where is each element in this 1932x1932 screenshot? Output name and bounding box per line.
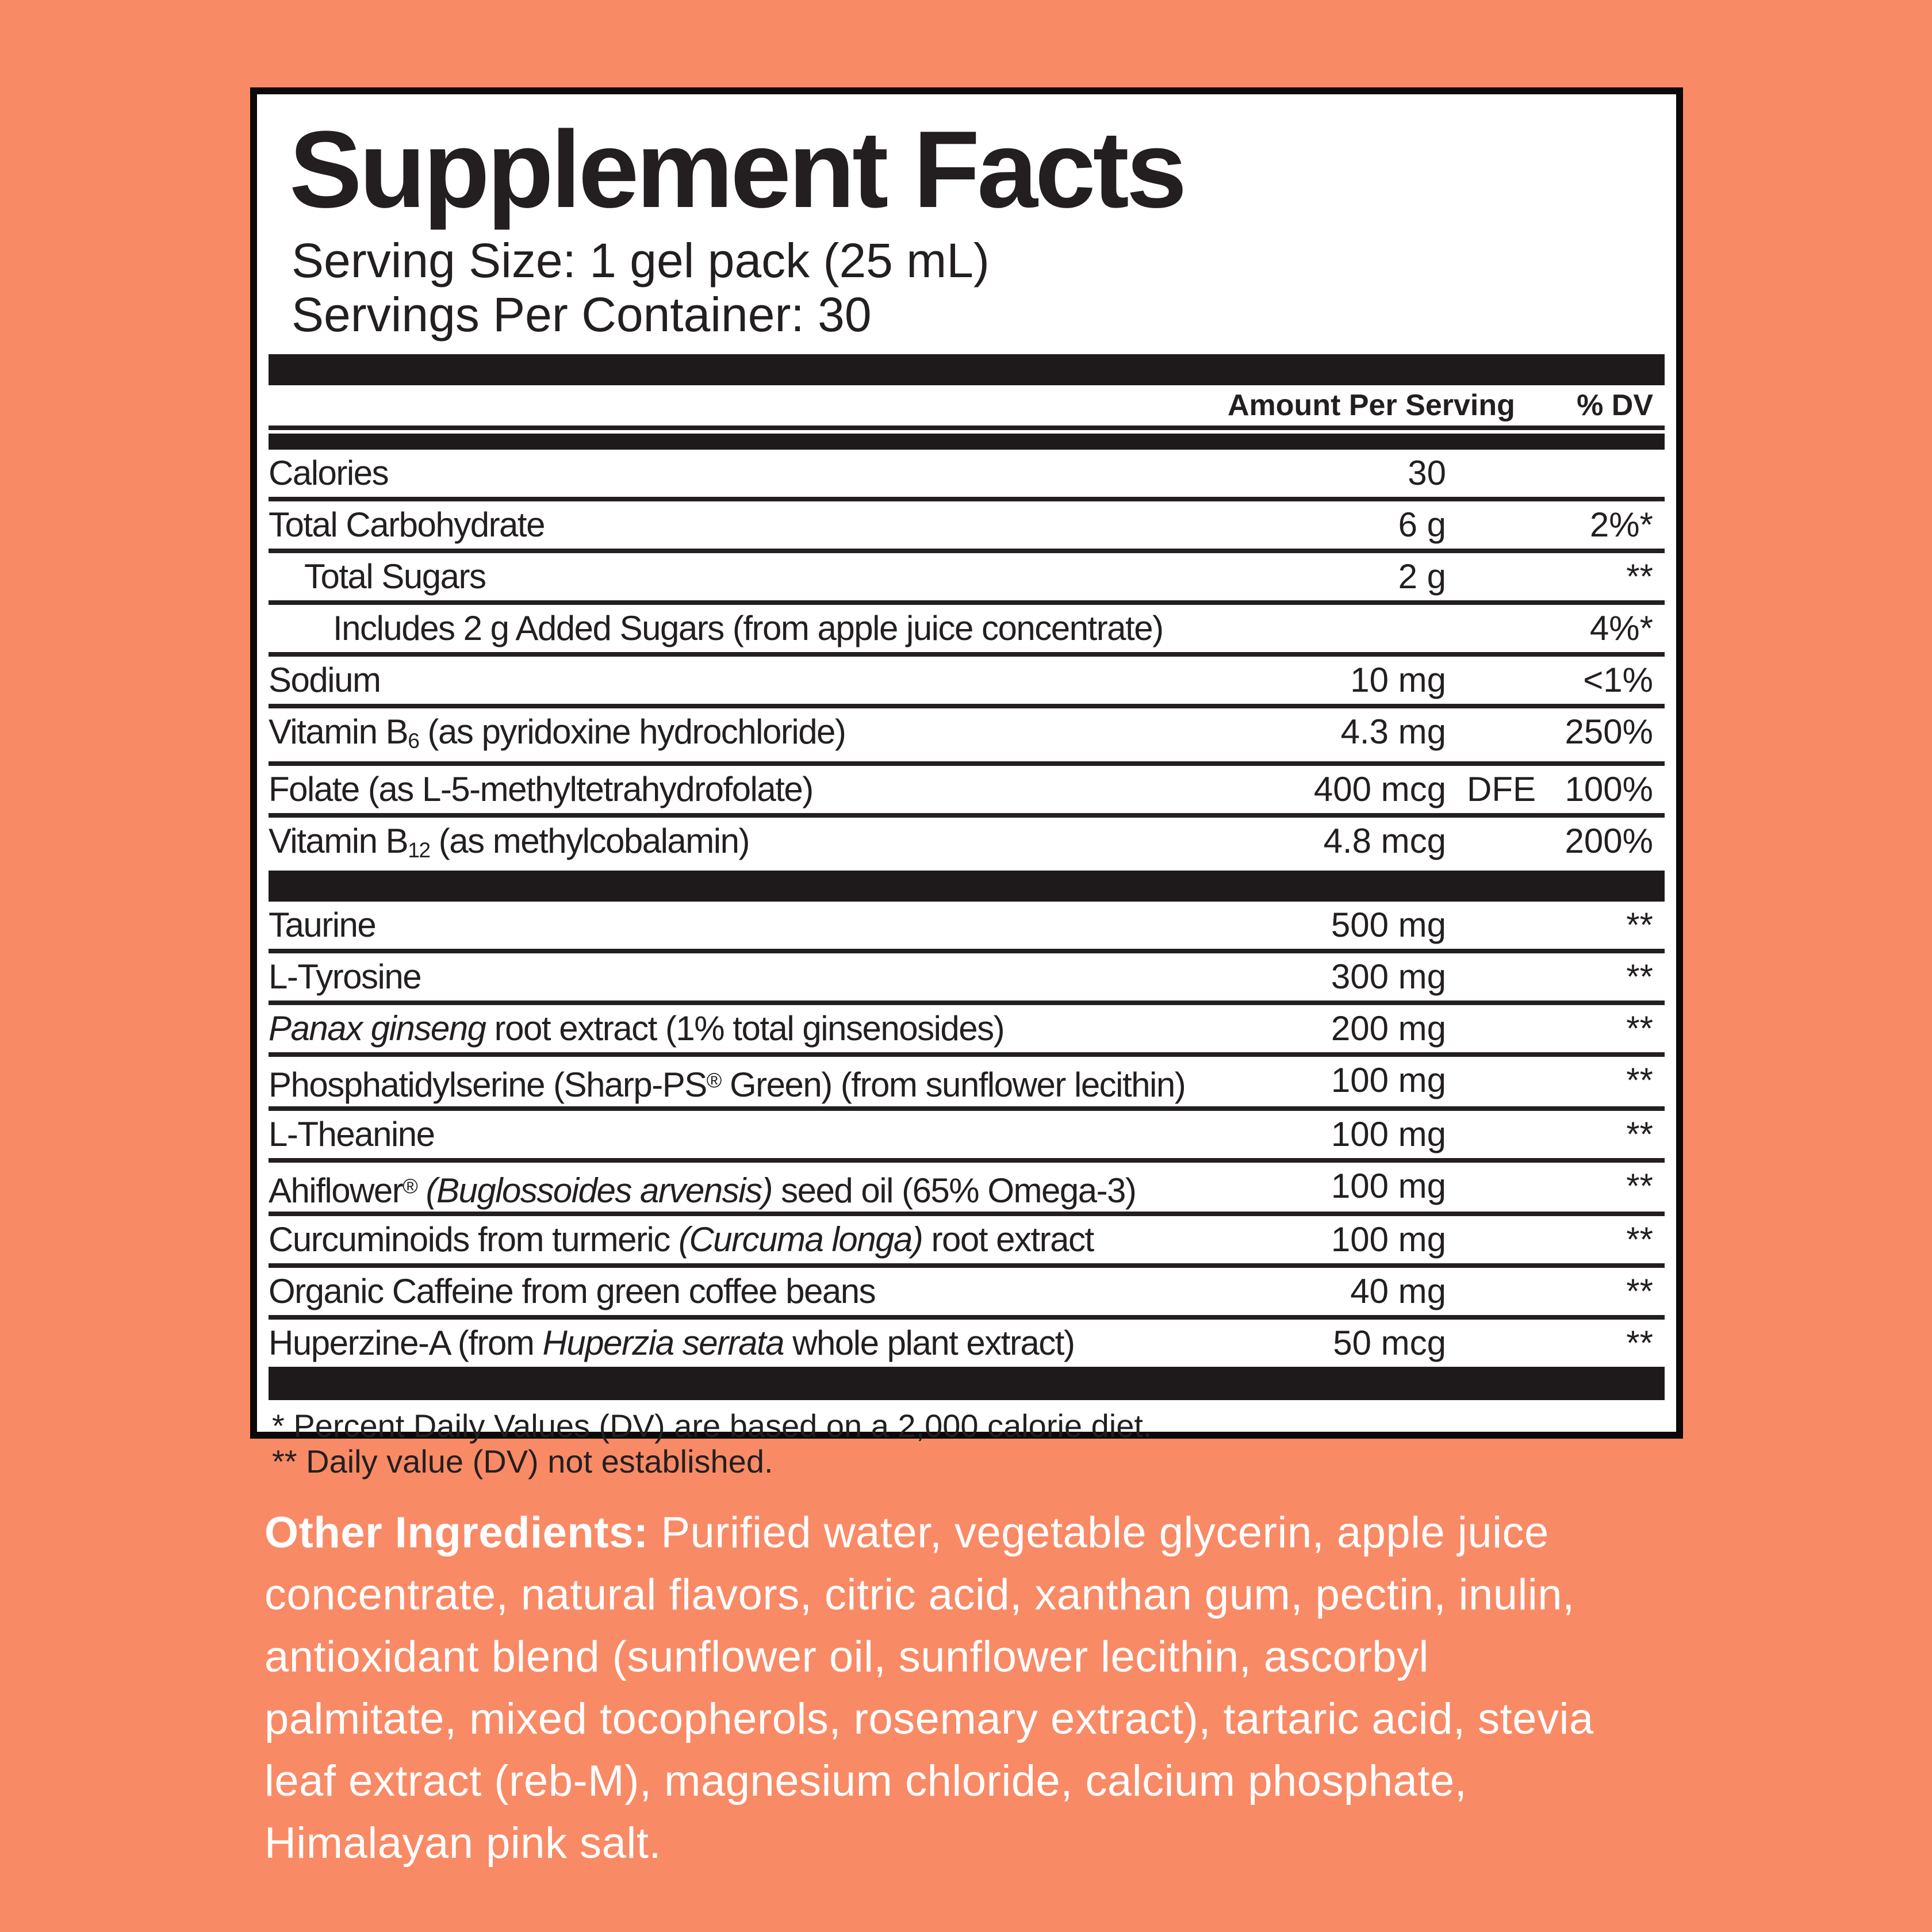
botanical-label: Organic Caffeine from green coffee beans — [269, 1271, 876, 1310]
nutrient-amount-unit-suffix — [1446, 453, 1521, 497]
nutrient-label: Calories — [269, 454, 389, 492]
botanical-amount: 100 mg — [1331, 1220, 1446, 1259]
botanical-row — [269, 1163, 1665, 1216]
nutrient-amount-unit-suffix — [1446, 504, 1521, 549]
nutrient-amount: 10 mg — [1350, 661, 1446, 699]
nutrient-row — [269, 708, 1665, 766]
botanical-label: L-Theanine — [269, 1114, 435, 1153]
botanical-amount: 50 mcg — [1333, 1323, 1446, 1362]
botanical-label: Taurine — [269, 906, 376, 945]
section-divider-bar-header — [269, 434, 1665, 450]
botanical-amount: 300 mg — [1331, 957, 1446, 996]
nutrient-rows — [269, 450, 1665, 871]
nutrient-amount-unit-suffix — [1446, 608, 1521, 652]
nutrient-label: Folate (as L-5-methyltetrahydrofolate) — [269, 770, 813, 809]
botanical-dv: ** — [1626, 1271, 1653, 1310]
supplement-facts-panel — [250, 87, 1683, 1479]
botanical-label: Ahiflower® (Buglossoides arvensis) seed oil (65% Omega-3) — [269, 1171, 1136, 1210]
botanical-dv: ** — [1626, 1323, 1653, 1362]
nutrient-row — [269, 450, 1665, 501]
botanical-amount-unit-suffix — [1446, 1219, 1521, 1263]
nutrient-label: Sodium — [269, 661, 381, 699]
serving-size: Serving Size: 1 gel pack (25 mL) — [292, 233, 990, 288]
section-divider-bar-top — [269, 354, 1665, 385]
nutrient-label: Total Carbohydrate — [269, 505, 545, 544]
nutrient-amount: 400 mcg — [1313, 770, 1446, 809]
botanical-label: Huperzine-A (from Huperzia serrata whole plant extract) — [269, 1323, 1075, 1362]
nutrient-amount: 6 g — [1398, 505, 1446, 544]
other-ingredients-text: Purified water, vegetable glycerin, apple juice concentrate, natural flavors, citric acid, xanthan gum, pectin, inulin, antioxidant blend (sunflower oil, sunflower lecithin, ascorbyl palmitate, mixed tocopherols, rosemary extract), tartaric acid, stevia leaf extract (reb-M), magnesium chloride, calcium phosphate, Himalayan pink salt. — [264, 1508, 1594, 1868]
botanical-row — [269, 1057, 1665, 1110]
nutrient-amount: 2 g — [1398, 557, 1446, 596]
other-ingredients-paragraph — [264, 1502, 1621, 1874]
botanical-row — [269, 1268, 1665, 1320]
nutrient-amount-unit-suffix — [1446, 821, 1521, 871]
footnotes — [272, 1408, 1665, 1479]
botanical-dv: ** — [1626, 1166, 1653, 1205]
botanical-row — [269, 902, 1665, 953]
nutrient-dv — [1521, 453, 1665, 497]
botanical-amount: 100 mg — [1331, 1061, 1446, 1100]
nutrient-amount: 4.3 mg — [1340, 712, 1446, 751]
botanical-label: Panax ginseng root extract (1% total ginsenosides) — [269, 1009, 1005, 1048]
nutrient-amount-unit-suffix — [1446, 660, 1521, 704]
botanical-row — [269, 953, 1665, 1005]
botanical-amount: 40 mg — [1350, 1271, 1446, 1310]
nutrient-amount: 30 — [1408, 454, 1446, 492]
botanical-row — [269, 1320, 1665, 1367]
botanical-dv: ** — [1626, 957, 1653, 996]
servings-per-container: Servings Per Container: 30 — [292, 288, 872, 342]
other-ingredients-heading: Other Ingredients: — [264, 1508, 649, 1557]
botanical-amount: 500 mg — [1331, 906, 1446, 945]
botanical-dv: ** — [1626, 1061, 1653, 1100]
nutrient-amount: 4.8 mcg — [1323, 822, 1446, 861]
nutrient-row — [269, 766, 1665, 818]
section-divider-bar-bottom — [269, 1367, 1665, 1400]
nutrient-row — [269, 553, 1665, 605]
panel-inner — [269, 109, 1665, 1479]
nutrient-dv: 100% — [1565, 770, 1653, 809]
botanical-label: Curcuminoids from turmeric (Curcuma longa) root extract — [269, 1220, 1094, 1259]
botanical-amount-unit-suffix — [1446, 1271, 1521, 1315]
nutrient-amount-unit-suffix — [1446, 556, 1521, 600]
botanical-rows — [269, 902, 1665, 1366]
nutrient-amount-unit-suffix: DFE — [1467, 770, 1536, 809]
botanical-label: Phosphatidylserine (Sharp-PS® Green) (from sunflower lecithin) — [269, 1065, 1186, 1105]
section-divider-bar-middle — [269, 871, 1665, 902]
botanical-amount-unit-suffix — [1446, 1322, 1521, 1367]
footnote-not-established: ** Daily value (DV) not established. — [272, 1443, 773, 1479]
nutrient-dv: <1% — [1583, 661, 1653, 699]
botanical-row — [269, 1005, 1665, 1057]
botanical-amount-unit-suffix — [1446, 904, 1521, 949]
table-header-row — [269, 385, 1665, 430]
botanical-row — [269, 1111, 1665, 1163]
nutrient-label: Total Sugars — [304, 557, 486, 596]
nutrient-label: Includes 2 g Added Sugars (from apple juice concentrate) — [333, 609, 1163, 647]
nutrient-label: Vitamin $B_{12}$ (as methylcobalamin) — [269, 822, 749, 862]
botanical-dv: ** — [1626, 1009, 1653, 1048]
serving-info — [292, 233, 1665, 342]
nutrient-amount — [1228, 608, 1446, 652]
nutrient-dv: 2%* — [1589, 505, 1653, 544]
percent-dv-header: % DV — [1577, 389, 1653, 422]
botanical-amount-unit-suffix — [1446, 956, 1521, 1000]
botanical-dv: ** — [1626, 1220, 1653, 1259]
botanical-amount: 200 mg — [1331, 1009, 1446, 1048]
botanical-amount-unit-suffix — [1446, 1060, 1521, 1106]
botanical-row — [269, 1216, 1665, 1268]
nutrient-dv: 200% — [1565, 822, 1653, 861]
nutrient-row — [269, 657, 1665, 708]
nutrient-amount-unit-suffix — [1446, 711, 1521, 761]
nutrient-row — [269, 605, 1665, 657]
botanical-amount-unit-suffix — [1446, 1114, 1521, 1158]
amount-per-serving-header: Amount Per Serving — [1228, 389, 1515, 422]
botanical-amount: 100 mg — [1331, 1166, 1446, 1205]
botanical-amount-unit-suffix — [1446, 1008, 1521, 1052]
botanical-dv: ** — [1626, 1114, 1653, 1153]
botanical-dv: ** — [1626, 906, 1653, 945]
botanical-amount-unit-suffix — [1446, 1166, 1521, 1212]
nutrient-dv: ** — [1626, 557, 1653, 596]
nutrient-label: Vitamin $B_6$ (as pyridoxine hydrochloride) — [269, 712, 846, 753]
botanical-amount: 100 mg — [1331, 1114, 1446, 1153]
footnote-dv: * Percent Daily Values (DV) are based on a 2,000 calorie diet. — [272, 1407, 1152, 1444]
nutrient-row — [269, 501, 1665, 553]
supplement-facts-title: Supplement Facts — [289, 109, 1184, 231]
nutrient-row — [269, 818, 1665, 871]
botanical-label: L-Tyrosine — [269, 957, 421, 996]
nutrient-dv: 4%* — [1589, 609, 1653, 647]
nutrient-dv: 250% — [1565, 712, 1653, 751]
